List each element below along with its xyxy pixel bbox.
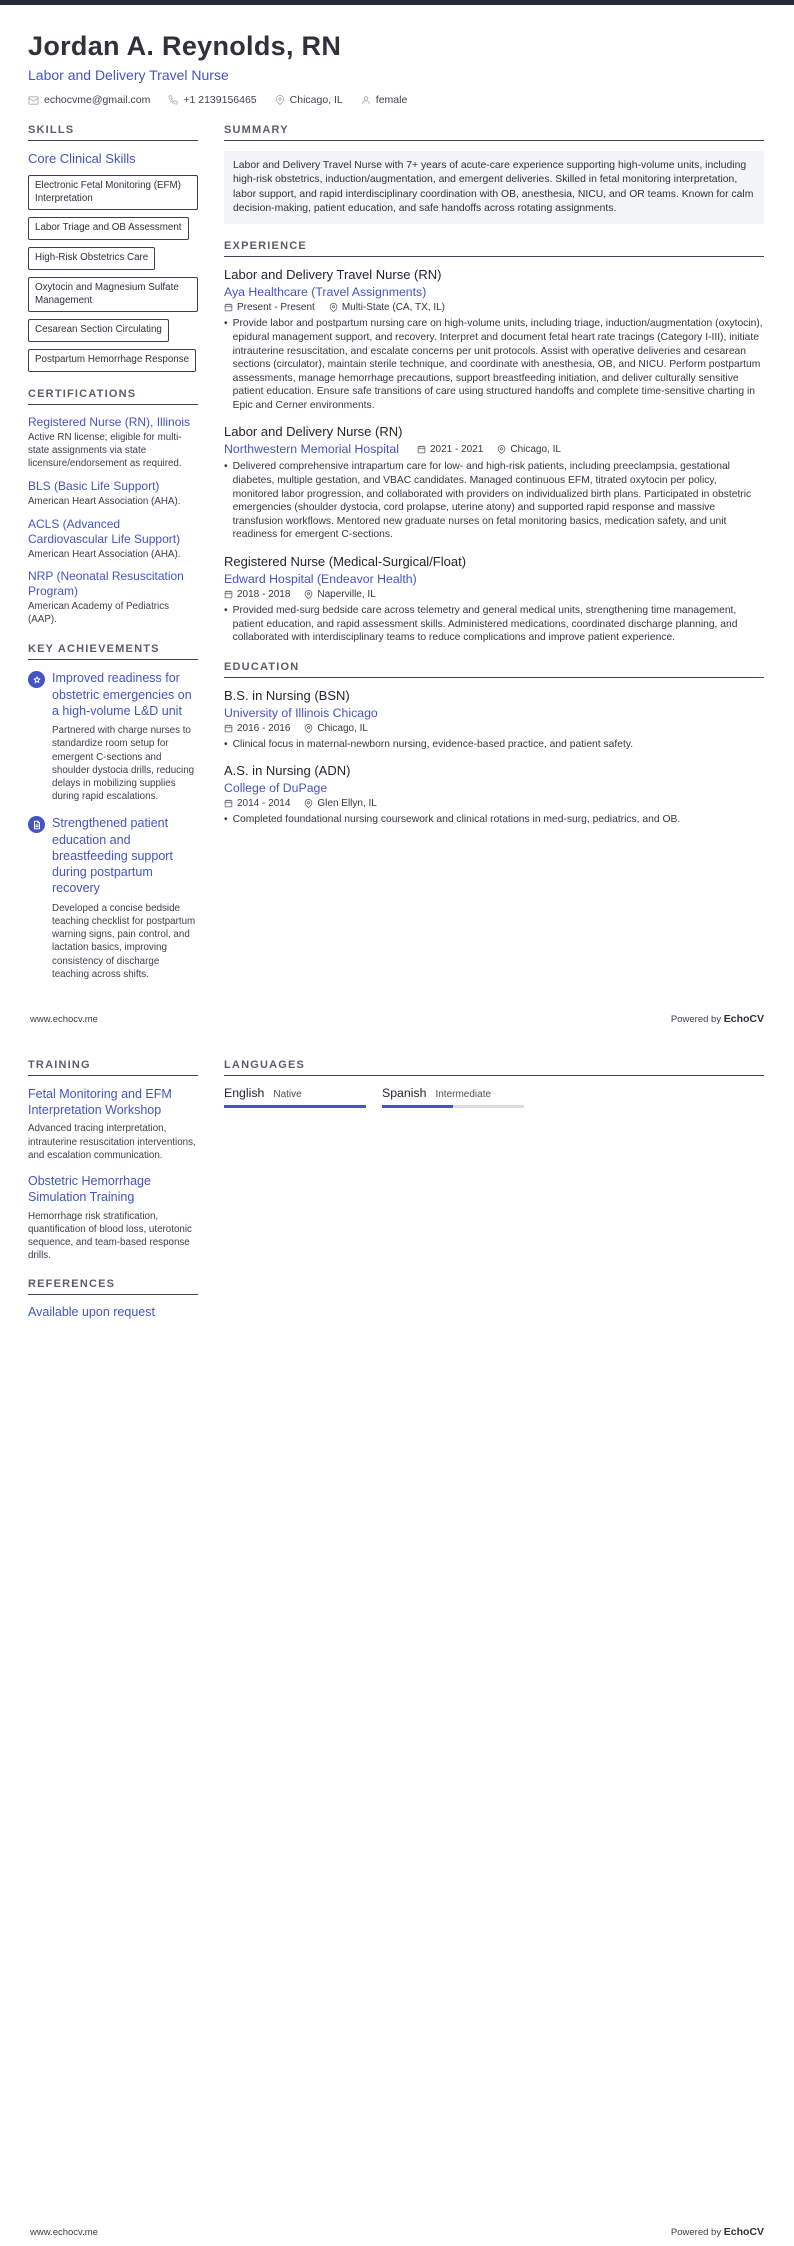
language-name: English [224, 1085, 265, 1100]
achievement-description: Developed a concise bedside teaching checklist for postpartum warning signs, pain control, and lactation basics, improving consistency of discharge teaching across shifts. [52, 902, 196, 980]
school-name: University of Illinois Chicago [224, 705, 378, 720]
key-achievements-section [28, 643, 198, 981]
person-icon [361, 95, 371, 105]
candidate-title: Labor and Delivery Travel Nurse [28, 67, 229, 83]
skill-chip: Oxytocin and Magnesium Sulfate Management [28, 277, 198, 312]
summary-text: Labor and Delivery Travel Nurse with 7+ years of acute-care experience supporting high-volume units, including high-risk obstetrics, induction/augmentation, and emergent deliveries. Skilled in fetal monitoring interpretation, labor support, and rapid interdisciplinary coordination with OB, anesthesia, NICU, and OR teams. Known for calm decision-making, patient education, and safe handoffs across rotating assignments. [224, 151, 764, 224]
location-pin-icon [304, 799, 313, 808]
skill-chip: Postpartum Hemorrhage Response [28, 349, 196, 372]
languages-heading: LANGUAGES [224, 1059, 764, 1076]
language-name: Spanish [382, 1085, 427, 1100]
experience-heading: EXPERIENCE [224, 240, 764, 257]
experience-section [224, 240, 764, 644]
key-achievements-heading: KEY ACHIEVEMENTS [28, 643, 198, 660]
education-section [224, 661, 764, 827]
education-location: Glen Ellyn, IL [304, 798, 376, 809]
skill-chip: Electronic Fetal Monitoring (EFM) Interpretation [28, 175, 198, 210]
certification-title: NRP (Neonatal Resuscitation Program) [28, 569, 184, 599]
contact-phone[interactable] [168, 94, 256, 106]
location-pin-icon [304, 724, 313, 733]
references-text: Available upon request [28, 1305, 155, 1320]
summary-section [224, 124, 764, 224]
achievement-item [28, 815, 198, 981]
contact-email[interactable] [28, 94, 150, 106]
contact-row [28, 94, 764, 106]
certification-title: BLS (Basic Life Support) [28, 478, 160, 493]
calendar-icon [224, 590, 233, 599]
summary-heading: SUMMARY [224, 124, 764, 141]
footer-powered-by[interactable]: Powered by EchoCV [670, 2226, 764, 2238]
job-company: Edward Hospital (Endeavor Health) [224, 571, 417, 586]
candidate-name: Jordan A. Reynolds, RN [28, 31, 342, 61]
education-location: Chicago, IL [304, 723, 368, 734]
footer-powered-by[interactable]: Powered by EchoCV [670, 1012, 764, 1025]
footer-brand[interactable]: EchoCV [723, 2226, 764, 2238]
education-dates: 2016 - 2016 [224, 723, 290, 734]
resume-header [28, 31, 764, 106]
phone-icon [168, 95, 178, 105]
footer-site-link[interactable]: www.echocv.me [30, 2227, 98, 2238]
location-pin-icon [304, 590, 313, 599]
page2-footer [0, 2226, 794, 2238]
calendar-icon [417, 445, 426, 454]
page2-columns [28, 1059, 764, 1336]
degree-title: B.S. in Nursing (BSN) [224, 687, 350, 703]
training-item [28, 1173, 198, 1262]
skill-chip: Labor Triage and OB Assessment [28, 217, 189, 240]
education-meta [224, 723, 764, 734]
training-description: Advanced tracing interpretation, intrauterine resuscitation interventions, and escalation communication. [28, 1123, 196, 1161]
job-bullet: • Delivered comprehensive intrapartum care for low- and high-risk patients, including preeclampsia, gestational diabetes, multiple gestation, and VBAC candidates. Managed continuous EFM, titrated oxytocin per policy, monitored labor progression, and collaborated with providers on individualized birth plans. Participated in obstetric emergencies (shoulder dystocia, cord prolapse, uterine atony) and supported rapid response and massive transfusion workflows. Mentored new graduate nurses on fetal monitoring basics, medication safety, and unit readiness for emergent C-sections. [224, 460, 764, 541]
training-item [28, 1086, 198, 1162]
certification-issuer: American Heart Association (AHA). [28, 548, 181, 560]
degree-title: A.S. in Nursing (ADN) [224, 763, 351, 779]
language-level: Native [273, 1088, 302, 1100]
page1-columns [28, 124, 764, 997]
footer-brand[interactable]: EchoCV [723, 1012, 764, 1025]
language-progress-bar [224, 1105, 366, 1108]
skills-section [28, 124, 198, 372]
skills-group-title: Core Clinical Skills [28, 151, 136, 166]
achievement-document-icon [28, 816, 45, 833]
job-location: Multi-State (CA, TX, IL) [329, 302, 445, 313]
references-section [28, 1278, 198, 1319]
job-company: Northwestern Memorial Hospital [224, 442, 399, 457]
job-meta [224, 589, 764, 600]
education-meta [224, 798, 764, 809]
calendar-icon [224, 303, 233, 312]
job-company: Aya Healthcare (Travel Assignments) [224, 285, 427, 300]
achievement-item [28, 670, 198, 803]
job-bullet: • Provided med-surg bedside care across telemetry and general medical units, strengthening time management, patient education, and rapid assessment skills. Administered medications, coordinated discharge planning, and collaborated with interdisciplinary teams to reduce complications and improve patient experience. [224, 604, 764, 645]
certification-item [28, 479, 198, 509]
contact-gender [361, 94, 408, 106]
job-bullet: • Provide labor and postpartum nursing care on high-volume units, including triage, induction/augmentation (oxytocin), epidural management support, and recovery. Interpret and document fetal heart rate tracings (Category I-III), initiate intrauterine resuscitation, and escalate concerns per unit protocols. Assist with operative deliveries and cesarean sections (circulator), maintain sterile technique, and coordinate with anesthesia, OB, and NICU. Perform postpartum assessments, manage hemorrhage precautions, support breastfeeding initiation, and deliver culturally sensitive patient education. Ensure safe transitions of care using structured handoffs and complete time-sensitive charting in Epic and Cerner environments. [224, 317, 764, 412]
job-location: Naperville, IL [304, 589, 375, 600]
experience-item [224, 267, 764, 412]
experience-item [224, 424, 764, 541]
achievement-badge-icon [28, 671, 45, 688]
job-title: Registered Nurse (Medical-Surgical/Float) [224, 553, 467, 569]
page1-footer [0, 1013, 794, 1025]
certifications-heading: CERTIFICATIONS [28, 388, 198, 405]
job-dates: 2021 - 2021 [417, 444, 483, 455]
job-dates: 2018 - 2018 [224, 589, 290, 600]
achievement-title: Improved readiness for obstetric emergencies on a high-volume L&D unit [52, 671, 192, 718]
contact-gender-text: female [375, 94, 408, 106]
language-level: Intermediate [435, 1088, 492, 1100]
skill-chip: Cesarean Section Circulating [28, 319, 169, 342]
job-title: Labor and Delivery Travel Nurse (RN) [224, 267, 442, 283]
education-bullet: • Completed foundational nursing coursework and clinical rotations in med-surg, pediatrics, and OB. [224, 813, 764, 827]
achievement-description: Partnered with charge nurses to standardize room setup for emergent C-sections and shoulder dystocia drills, reducing delays in mobilizing supplies during rapid escalations. [52, 725, 195, 803]
language-progress-fill [224, 1105, 366, 1108]
calendar-icon [224, 799, 233, 808]
location-pin-icon [329, 303, 338, 312]
certification-title: Registered Nurse (RN), Illinois [28, 414, 191, 429]
education-heading: EDUCATION [224, 661, 764, 678]
education-item [224, 763, 764, 827]
achievement-title: Strengthened patient education and breastfeeding support during postpartum recovery [52, 816, 173, 896]
language-item [224, 1086, 366, 1108]
training-section [28, 1059, 198, 1263]
certification-item [28, 517, 198, 562]
school-name: College of DuPage [224, 781, 328, 796]
contact-phone-text: +1 2139156465 [183, 94, 257, 106]
contact-location-text: Chicago, IL [289, 94, 343, 106]
certification-issuer: American Academy of Pediatrics (AAP). [28, 601, 170, 626]
job-dates: Present - Present [224, 302, 315, 313]
experience-item [224, 554, 764, 645]
skill-chip: High-Risk Obstetrics Care [28, 247, 155, 270]
certification-item [28, 569, 198, 627]
certification-issuer: Active RN license; eligible for multi-state assignments via state licensure/endorsement as required. [28, 431, 182, 469]
language-progress-bar [382, 1105, 524, 1108]
job-meta [417, 444, 561, 455]
language-progress-fill [382, 1105, 453, 1108]
education-bullet: • Clinical focus in maternal-newborn nursing, evidence-based practice, and patient safety. [224, 738, 764, 752]
footer-site-link[interactable]: www.echocv.me [30, 1013, 98, 1025]
training-heading: TRAINING [28, 1059, 198, 1076]
skills-heading: SKILLS [28, 124, 198, 141]
certification-issuer: American Heart Association (AHA). [28, 495, 181, 507]
email-icon [28, 95, 39, 106]
education-dates: 2014 - 2014 [224, 798, 290, 809]
languages-section [224, 1059, 764, 1108]
job-location: Chicago, IL [497, 444, 561, 455]
training-title: Obstetric Hemorrhage Simulation Training [28, 1174, 151, 1205]
job-meta [224, 302, 764, 313]
certification-item [28, 415, 198, 471]
calendar-icon [224, 724, 233, 733]
training-title: Fetal Monitoring and EFM Interpretation Workshop [28, 1086, 172, 1118]
location-pin-icon [497, 445, 506, 454]
certifications-section [28, 388, 198, 627]
language-item [382, 1086, 524, 1108]
contact-location [275, 94, 343, 106]
job-title: Labor and Delivery Nurse (RN) [224, 424, 403, 440]
contact-email-text: echocvme@gmail.com [44, 94, 151, 106]
education-item [224, 688, 764, 752]
location-pin-icon [275, 95, 285, 105]
training-description: Hemorrhage risk stratification, quantification of blood loss, uterotonic sequence, and team-based response drills. [28, 1210, 192, 1262]
certification-title: ACLS (Advanced Cardiovascular Life Support) [28, 516, 181, 546]
references-heading: REFERENCES [28, 1278, 198, 1295]
